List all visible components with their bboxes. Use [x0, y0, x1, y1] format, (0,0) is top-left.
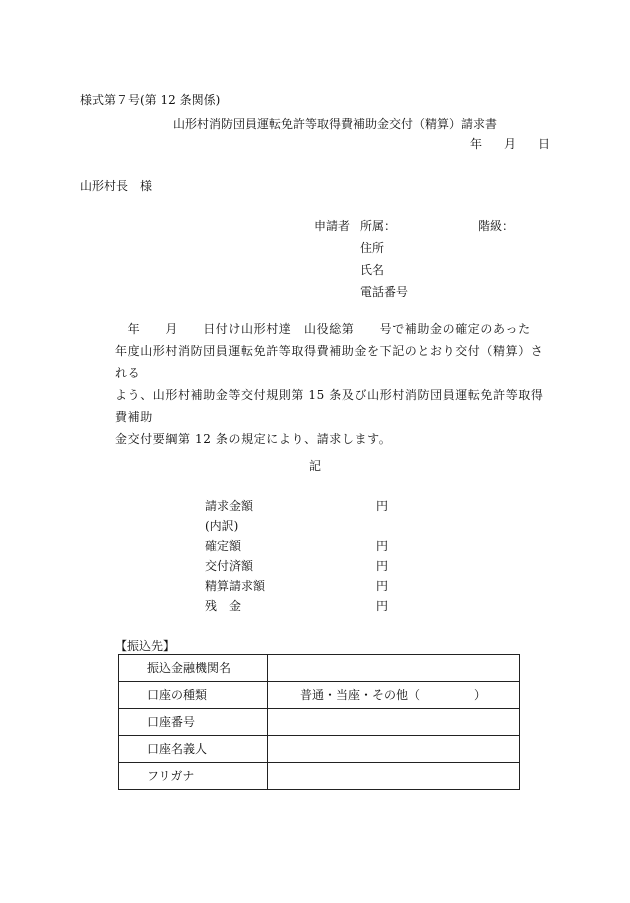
applicant-address: 住所 [360, 241, 385, 255]
account-number-field[interactable] [268, 709, 520, 736]
body-line: 年 月 日付け山形村達 山役総第 号で補助金の確定のあった [115, 322, 531, 336]
date-line [470, 136, 550, 153]
table-row [119, 763, 520, 790]
date-year: 年 [470, 137, 483, 151]
transfer-heading: 【振込先】 [115, 639, 176, 653]
applicant-name: 氏名 [360, 263, 385, 277]
paid-amount-label: 交付済額 [205, 559, 254, 573]
bank-name-label: 振込金融機関名 [119, 655, 268, 682]
paid-amount-yen: 円 [376, 559, 389, 573]
applicant-affiliation: 所属： [360, 219, 397, 233]
body-line: 金交付要綱第 12 条の規定により、請求します。 [115, 432, 392, 446]
date-day: 日 [538, 137, 551, 151]
furigana-field[interactable] [268, 763, 520, 790]
table-row [119, 709, 520, 736]
settlement-amount-yen: 円 [376, 579, 389, 593]
account-type-close: ） [474, 687, 487, 702]
body-line: よう、山形村補助金等交付規則第 15 条及び山形村消防団員運転免許等取得費補助 [115, 388, 544, 424]
confirmed-amount-label: 確定額 [205, 539, 242, 553]
request-amount-yen: 円 [376, 499, 389, 513]
table-row [119, 682, 520, 709]
applicant-rank: 階級： [478, 219, 515, 233]
account-holder-field[interactable] [268, 736, 520, 763]
transfer-table [118, 654, 520, 790]
bank-name-field[interactable] [268, 655, 520, 682]
account-holder-label: 口座名義人 [119, 736, 268, 763]
remaining-amount-yen: 円 [376, 599, 389, 613]
account-type-options: 普通・当座・その他（ [300, 687, 421, 702]
account-type-field[interactable] [268, 682, 520, 709]
form-number: 様式第７号(第 12 条関係) [80, 93, 221, 107]
settlement-amount-label: 精算請求額 [205, 579, 266, 593]
ki-heading: 記 [308, 459, 321, 473]
date-month: 月 [504, 137, 517, 151]
furigana-label: フリガナ [119, 763, 268, 790]
applicant-phone: 電話番号 [360, 285, 409, 299]
table-row [119, 655, 520, 682]
request-amount-label: 請求金額 [205, 499, 254, 513]
remaining-amount-label: 残 金 [205, 599, 242, 613]
body-line: 年度山形村消防団員運転免許等取得費補助金を下記のとおり交付（精算）される [115, 344, 544, 380]
document-title: 山形村消防団員運転免許等取得費補助金交付（精算）請求書 [172, 117, 497, 131]
breakdown-label: (内訳) [205, 519, 239, 533]
account-type-label: 口座の種類 [119, 682, 268, 709]
confirmed-amount-yen: 円 [376, 539, 389, 553]
request-body [115, 318, 555, 450]
table-row [119, 736, 520, 763]
addressee: 山形村長 様 [80, 179, 153, 193]
applicant-label: 申請者 [314, 219, 351, 233]
account-number-label: 口座番号 [119, 709, 268, 736]
